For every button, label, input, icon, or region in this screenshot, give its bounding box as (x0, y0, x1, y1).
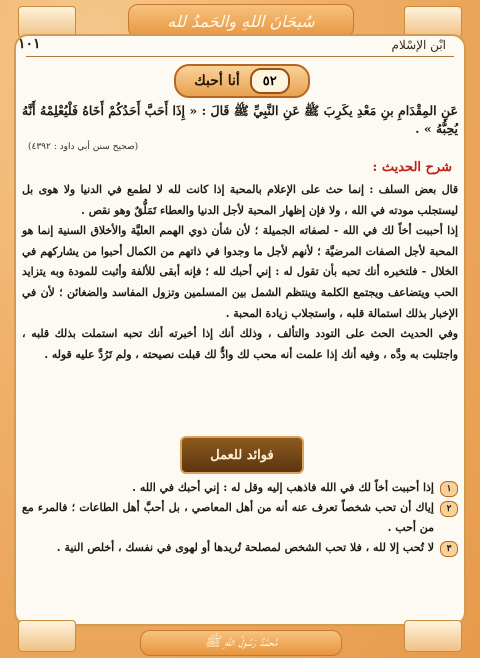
benefits-list (22, 478, 458, 558)
paragraph: وفي الحديث الحث على التودد والتألف ، وذلك أنك إذا أخبرته أنك تحبه استملت بذلك قلبه ، واجتلبت به ودَّه ، وفيه أنك إذا علمت أنه محب لك وادٌّ لك قبلت نصيحته ، ولم تَرُدَّ عليه قوله . (22, 327, 458, 361)
fawaid-heading: فوائد للعمل (180, 436, 304, 474)
list-item (22, 478, 458, 498)
section-title: أنا أحبك (194, 73, 240, 89)
point-number: ٢ (440, 501, 458, 517)
open-book-icon (18, 620, 76, 652)
point-text: إذا أحببت أخاً لك في الله فاذهب إليه وقل له : إني أحبك في الله . (132, 481, 434, 494)
paragraph: إذا أحببت أخاً لك في الله - لصفاته الجميلة ؛ لأن شأن ذوي الهمم العليَّة والأخلاق السنية إنما هو المحبة لأجل الصفات المرضيَّة ؛ لأنهم لأجل ما وجدوا في ذاتهم من الكمال أحبوا من يشاركهم في الخلال - فلتخبره أنك تحبه بأن تقول له : إني أحبك لله ؛ فإنه أبقى للألفة وأثبت للمودة وبه يتزايد الحب ويتضاعف ويجتمع الكلمة وينتظم الشمل بين المسلمين وتزول المفاسد والضغائن ؛ لأن في الإخبار بذلك استمالة قلبه ، واستجلاب زيادة المحبة . (22, 224, 458, 320)
point-number: ٣ (440, 541, 458, 557)
bottom-banner: مُحمَّدٌ رَسُولُ اللهِ ﷺ (140, 630, 342, 656)
section-number: ٥٢ (250, 68, 290, 94)
section-title-box (174, 64, 310, 98)
header-divider (26, 56, 454, 57)
hadith-text: عَنِ المِقْدَامِ بنِ مَعْدِ يكَرِبَ ﷺ عَنِ النَّبِيِّ ﷺ قَالَ : « إِذَا أَحَبَّ أَحَدُكُمْ أَخَاهُ فَلْيُعْلِمْهُ أَنَّهُ يُحِبُّهُ » . (22, 103, 458, 136)
paragraph: قال بعض السلف : إنما حث على الإعلام بالمحبة إذا كانت لله لا لطمع في الدنيا ولا هوى بل ليستجلب مودته في الله ، ولا فإن إظهار المحبة لأجل الدنيا والعطاء تَمَلُّقٌ وهو نقص . (22, 183, 458, 217)
list-item (22, 538, 458, 558)
point-number: ١ (440, 481, 458, 497)
hadith-source: (صحيح سنن أبي داود : ٤٣٩٢) (28, 142, 139, 152)
point-text: إياك أن تحب شخصاً تعرف عنه أنه من أهل المعاصي ، بل أحبَّ أهل الطاعات ؛ فالمرء مع من أحب . (22, 501, 434, 534)
open-book-icon (404, 620, 462, 652)
list-item (22, 498, 458, 538)
top-banner: سُبحَانَ اللهِ والحَمدُ لله (128, 4, 354, 38)
series-title: ابْن الإسْلام (391, 38, 446, 52)
explanation-body (22, 180, 458, 365)
page-number: ١٠١ (18, 36, 41, 52)
sharh-heading: شرح الحديث : (372, 160, 452, 175)
point-text: لا تُحب إلا لله ، فلا تحب الشخص لمصلحة تُريدها أو لهوى في نفسك ، أخلص النية . (56, 541, 434, 554)
